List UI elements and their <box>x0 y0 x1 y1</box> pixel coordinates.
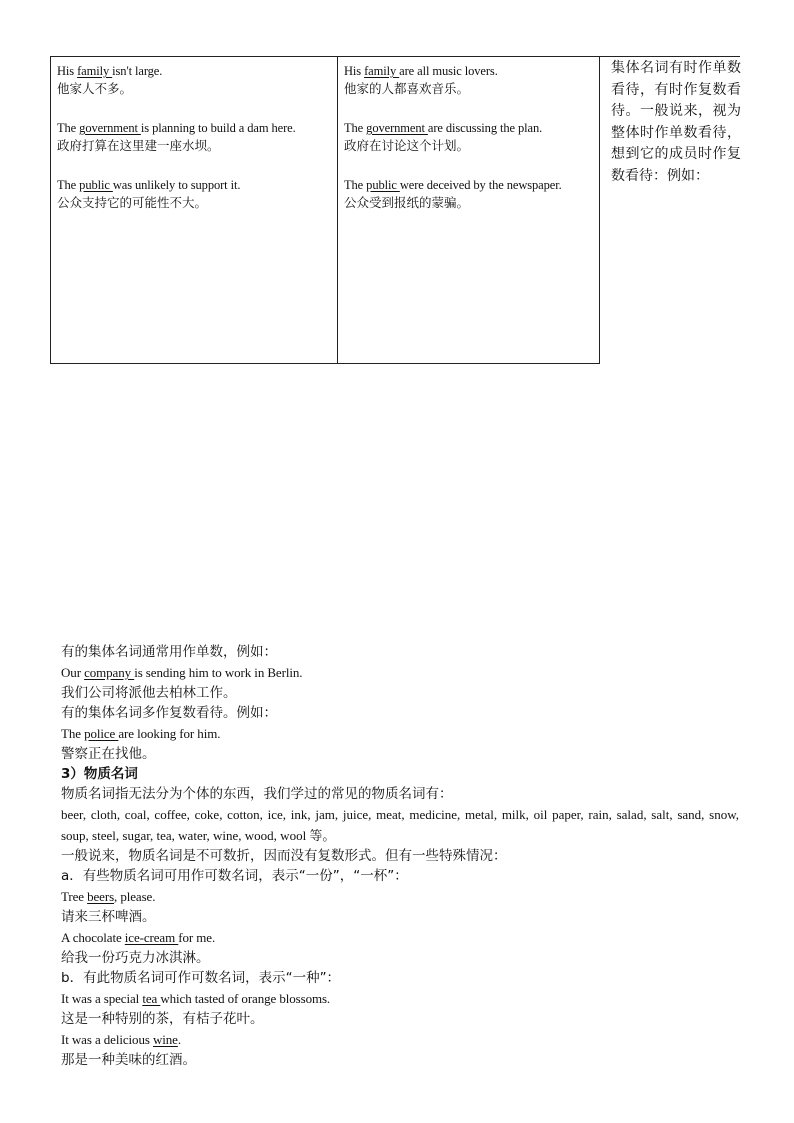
text-line: 有的集体名词通常用作单数，例如： <box>61 644 277 660</box>
chinese-translation: 请来三杯啤酒。 <box>61 909 156 925</box>
chinese-translation: 那是一种美味的红酒。 <box>61 1052 196 1068</box>
english-example: It was a special tea which tasted of orange blossoms. <box>61 991 331 1006</box>
english-example: Our company is sending him to work in Berlin. <box>61 665 303 680</box>
example-pair <box>57 120 331 155</box>
english-example: It was a delicious wine. <box>61 1032 181 1047</box>
text-line: 物质名词指无法分为个体的东西，我们学过的常见的物质名词有： <box>61 786 453 802</box>
chinese-translation: 公众支持它的可能性不大。 <box>57 195 208 210</box>
chinese-translation: 公众受到报纸的蒙骗。 <box>344 195 470 210</box>
collective-noun-table <box>50 56 600 364</box>
table-column-singular <box>51 57 338 363</box>
table-column-plural <box>338 57 600 363</box>
chinese-translation: 给我一份巧克力冰淇淋。 <box>61 950 210 966</box>
english-example: A chocolate ice-cream for me. <box>61 930 216 945</box>
english-example: His family isn't large. <box>57 64 163 78</box>
english-example: The police are looking for him. <box>61 726 221 741</box>
english-example: His family are all music lovers. <box>344 64 498 78</box>
body-text <box>61 642 741 1070</box>
example-pair <box>57 177 331 212</box>
table-top-rule <box>600 56 740 57</box>
text-line: 一般说来，物质名词是不可数折，因而没有复数形式。但有一些特殊情况： <box>61 848 507 864</box>
chinese-translation: 政府在讨论这个计划。 <box>344 138 470 153</box>
english-example: The government is planning to build a dam here. <box>57 121 296 135</box>
example-pair <box>344 120 594 155</box>
chinese-translation: 他家的人都喜欢音乐。 <box>344 81 470 96</box>
example-pair <box>344 63 594 98</box>
example-pair <box>344 177 594 212</box>
collective-noun-note: 集体名词有时作单数看待，有时作复数看待。一般说来，视为整体时作单数看待，想到它的成员时作复数看待：例如： <box>611 60 741 184</box>
text-line: 有的集体名词多作复数看待。例如： <box>61 705 277 721</box>
english-example: Tree beers, please. <box>61 889 156 904</box>
chinese-translation: 我们公司将派他去柏林工作。 <box>61 685 237 701</box>
chinese-translation: 他家人不多。 <box>57 81 133 96</box>
material-noun-list: beer, cloth, coal, coffee, coke, cotton, ice, ink, jam, juice, meat, medicine, metal, milk, oil paper, rain, salad, salt, sand, snow, soup, steel, sugar, tea, water, wine, wood, wool 等。 <box>61 807 739 843</box>
chinese-translation: 警察正在找他。 <box>61 746 156 762</box>
chinese-translation: 政府打算在这里建一座水坝。 <box>57 138 220 153</box>
example-pair <box>57 63 331 98</box>
english-example: The public was unlikely to support it. <box>57 178 241 192</box>
section-heading: 3）物质名词 <box>61 766 138 782</box>
english-example: The government are discussing the plan. <box>344 121 543 135</box>
text-line: a．有些物质名词可用作可数名词，表示“一份”，“一杯”： <box>61 868 408 884</box>
chinese-translation: 这是一种特别的茶，有桔子花叶。 <box>61 1011 264 1027</box>
text-line: b．有此物质名词可作可数名词，表示“一种”： <box>61 970 341 986</box>
english-example: The public were deceived by the newspaper. <box>344 178 562 192</box>
